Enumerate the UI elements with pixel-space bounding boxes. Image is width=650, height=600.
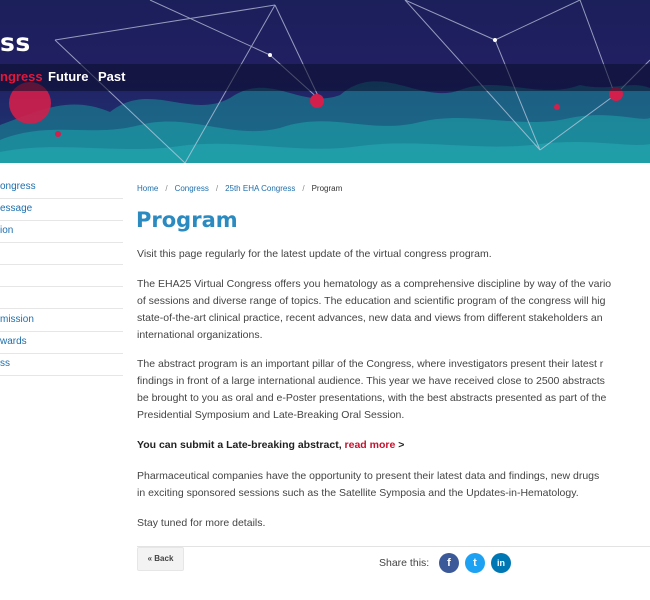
breadcrumb-separator: / — [215, 184, 219, 193]
share-label: Share this: — [379, 557, 430, 569]
breadcrumb-current: Program — [311, 184, 343, 193]
sidebar-item-blank-2[interactable] — [0, 264, 123, 287]
sidebar-item-congress[interactable]: ongress — [0, 176, 123, 199]
paragraph-line: of sessions and diverse range of topics. The education and scientific program of the congress will hig — [137, 295, 606, 307]
sidebar-item-blank-1[interactable] — [0, 242, 123, 265]
paragraph-line: Pharmaceutical companies have the opportunity to present their latest data and findings, new drugs — [137, 470, 600, 482]
facebook-icon[interactable]: f — [439, 553, 459, 573]
back-button[interactable]: « Back — [137, 547, 184, 571]
paragraph-line: The EHA25 Virtual Congress offers you hematology as a comprehensive discipline by way of the vario — [137, 278, 612, 290]
breadcrumb-separator: / — [302, 184, 305, 193]
breadcrumb-home[interactable]: Home — [137, 184, 159, 193]
late-breaking-callout — [137, 437, 650, 454]
breadcrumb-25th-eha-congress[interactable]: 25th EHA Congress — [225, 184, 296, 193]
read-more-link[interactable]: read more — [344, 439, 396, 451]
site-logo-text[interactable]: ss — [0, 28, 31, 57]
nav-item-congress[interactable]: ngress — [0, 69, 43, 84]
paragraph-line: in exciting sponsored sessions such as the Satellite Symposia and the Updates-in-Hematology. — [137, 487, 579, 499]
sidebar-item-message[interactable]: essage — [0, 198, 123, 221]
sidebar-item-awards[interactable]: wards — [0, 331, 123, 354]
sidebar-item-submission[interactable]: mission — [0, 309, 123, 332]
sponsored-paragraph — [137, 468, 650, 502]
page-title: Program — [136, 208, 238, 232]
linkedin-icon[interactable]: in — [491, 553, 511, 573]
sidebar-item-ion[interactable]: ion — [0, 220, 123, 243]
nav-item-future[interactable]: Future — [48, 69, 89, 84]
paragraph-line: The abstract program is an important pillar of the Congress, where investigators present their latest r — [137, 358, 604, 370]
intro-paragraph: Visit this page regularly for the latest update of the virtual congress program. — [137, 248, 492, 260]
footer-divider — [137, 546, 650, 547]
paragraph-line: Presidential Symposium and Late-Breaking Oral Session. — [137, 409, 405, 421]
paragraph-line: international organizations. — [137, 329, 263, 341]
twitter-icon[interactable]: t — [465, 553, 485, 573]
nav-item-past[interactable]: Past — [98, 69, 126, 84]
abstract-paragraph — [137, 356, 650, 424]
paragraph-line: findings in front of a large international audience. This year we have received close to 2500 abstracts — [137, 375, 605, 387]
sidebar-item-ss[interactable]: ss — [0, 353, 123, 376]
paragraph-line: be brought to you as oral and e-Poster presentations, with the best abstracts presented as part of the — [137, 392, 607, 404]
breadcrumb-congress[interactable]: Congress — [174, 184, 209, 193]
paragraph-line: state-of-the-art clinical practice, recent advances, new data and views from different stakeholders an — [137, 312, 603, 324]
late-breaking-text: You can submit a Late-breaking abstract, — [137, 439, 345, 451]
breadcrumb-separator: / — [165, 184, 168, 193]
late-breaking-suffix: > — [395, 439, 405, 451]
breadcrumb — [137, 184, 342, 193]
sidebar-item-blank-3[interactable] — [0, 286, 123, 309]
congress-paragraph — [137, 276, 650, 344]
stay-tuned-text: Stay tuned for more details. — [137, 517, 266, 529]
